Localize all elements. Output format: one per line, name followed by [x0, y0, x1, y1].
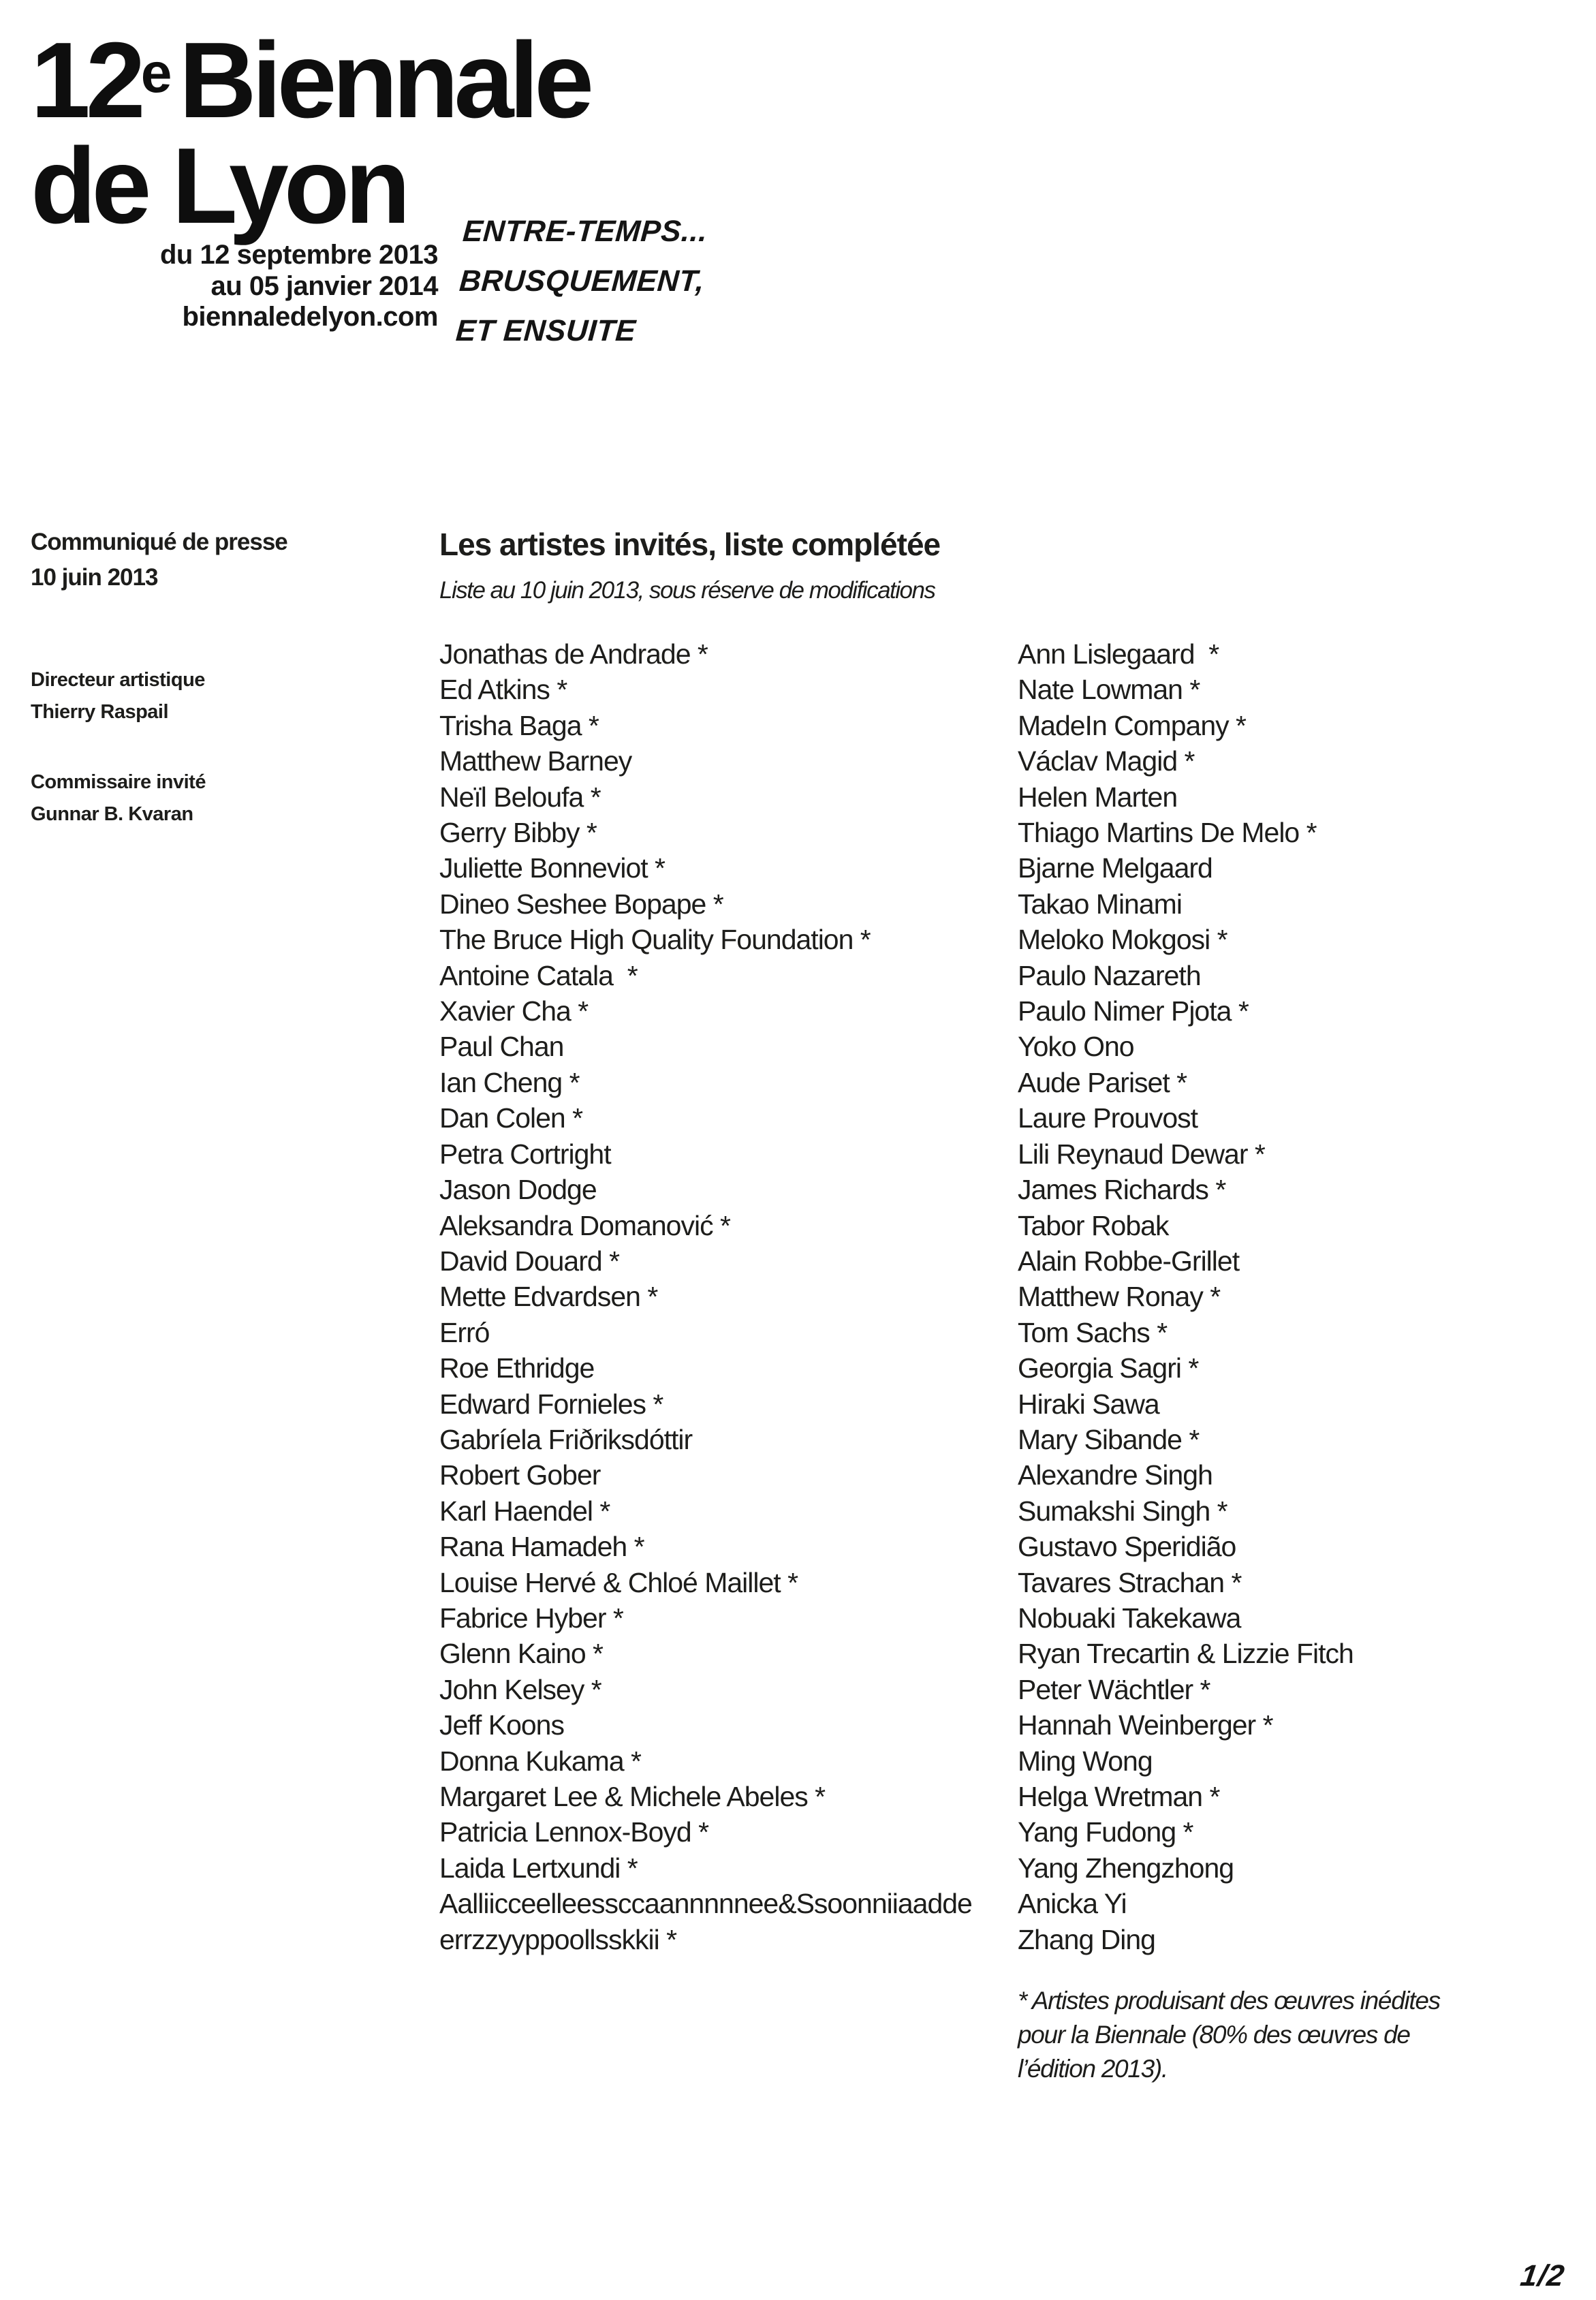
logo-exponent: e: [140, 42, 170, 104]
artist-name: Jeff Koons: [439, 1709, 564, 1741]
logo-line-2: de Lyon: [31, 125, 406, 246]
artist-name: Paulo Nimer Pjota *: [1018, 995, 1249, 1027]
artist-column-2: [1018, 636, 1590, 1957]
artist-name: Meloko Mokgosi *: [1018, 924, 1227, 956]
artist-name: Paul Chan: [439, 1031, 564, 1063]
artist-name: Ian Cheng *: [439, 1066, 580, 1098]
artist-name: Trisha Baga *: [439, 709, 599, 741]
artist-name: Gerry Bibby *: [439, 817, 597, 849]
event-date-line: du 12 septembre 2013: [160, 240, 438, 270]
event-date-line: biennaledelyon.com: [182, 302, 438, 332]
artist-name: Dan Colen *: [439, 1102, 583, 1134]
artist-name: Yoko Ono: [1018, 1031, 1134, 1063]
artist-name: Louise Hervé & Chloé Maillet *: [439, 1566, 798, 1598]
artist-name: Nate Lowman *: [1018, 674, 1200, 706]
artist-name: Lili Reynaud Dewar *: [1018, 1138, 1265, 1170]
artist-name: Thiago Martins De Melo *: [1018, 817, 1317, 849]
artist-name: Alain Robbe-Grillet: [1018, 1245, 1240, 1277]
artist-name: Peter Wächtler *: [1018, 1673, 1210, 1705]
artist-name: Aleksandra Domanović *: [439, 1209, 730, 1241]
artist-name: Helen Marten: [1018, 781, 1178, 813]
artist-name: Juliette Bonneviot *: [439, 852, 666, 884]
artist-name: Edward Fornieles *: [439, 1388, 663, 1420]
artist-name: Petra Cortright: [439, 1138, 611, 1170]
artist-name: Laida Lertxundi *: [439, 1852, 638, 1884]
artist-name: Mary Sibande *: [1018, 1423, 1200, 1455]
artist-name: Tavares Strachan *: [1018, 1566, 1242, 1598]
artist-name: Nobuaki Takekawa: [1018, 1602, 1241, 1634]
artist-name: Ryan Trecartin & Lizzie Fitch: [1018, 1638, 1354, 1670]
role-name: Thierry Raspail: [31, 701, 169, 723]
artist-name: John Kelsey *: [439, 1673, 601, 1705]
artist-name: James Richards *: [1018, 1174, 1226, 1206]
artist-name: Xavier Cha *: [439, 995, 589, 1027]
event-date-line: au 05 janvier 2014: [210, 270, 438, 301]
tagline-line: ENTRE-TEMPS...: [461, 215, 709, 248]
artist-name: Rana Hamadeh *: [439, 1531, 644, 1563]
artist-name: Antoine Catala *: [439, 959, 638, 991]
press-release-date: 10 juin 2013: [31, 564, 158, 591]
role-name: Gunnar B. Kvaran: [31, 803, 193, 825]
artist-name: Aalliicceelleessccaannnnnee&Ssoonniiaadde: [439, 1888, 972, 1920]
artist-name: Robert Gober: [439, 1459, 601, 1491]
artist-name: Jonathas de Andrade *: [439, 638, 708, 670]
artist-name: Tabor Robak: [1018, 1209, 1169, 1241]
artist-name: Karl Haendel *: [439, 1495, 610, 1527]
artist-name: Hannah Weinberger *: [1018, 1709, 1273, 1741]
tagline-line: ET ENSUITE: [454, 314, 638, 347]
guest-curator-block: [31, 766, 206, 830]
artist-name: Tom Sachs *: [1018, 1316, 1168, 1348]
artist-column-1: [439, 636, 1012, 1957]
artist-name: Ann Lislegaard *: [1018, 638, 1219, 670]
artist-name: Roe Ethridge: [439, 1352, 595, 1384]
artist-name: Sumakshi Singh *: [1018, 1495, 1227, 1527]
event-dates: [31, 240, 438, 333]
artist-name: Yang Zhengzhong: [1018, 1852, 1234, 1884]
logo-word: Biennale: [178, 20, 590, 140]
role-title: Directeur artistique: [31, 669, 205, 691]
artist-name: Bjarne Melgaard: [1018, 852, 1212, 884]
artist-name: Jason Dodge: [439, 1174, 597, 1206]
artist-name: Takao Minami: [1018, 888, 1182, 920]
logo-number: 12: [31, 20, 141, 140]
artist-name: Yang Fudong *: [1018, 1816, 1193, 1848]
artist-name: Patricia Lennox-Boyd *: [439, 1816, 709, 1848]
artist-name: Georgia Sagri *: [1018, 1352, 1199, 1384]
tagline-line: BRUSQUEMENT,: [458, 264, 706, 298]
artist-name: errzzyyppoollsskkii *: [439, 1923, 677, 1955]
artist-name: Mette Edvardsen *: [439, 1281, 658, 1313]
artist-name: Ed Atkins *: [439, 674, 567, 706]
artist-name: Helga Wretman *: [1018, 1781, 1220, 1812]
artist-name: Aude Pariset *: [1018, 1066, 1187, 1098]
artist-name: The Bruce High Quality Foundation *: [439, 924, 871, 956]
asterisk-footnote: [1018, 1984, 1495, 2086]
page-number: 1/2: [1518, 2259, 1567, 2293]
exhibition-tagline: [454, 206, 710, 356]
artist-name: Gustavo Speridião: [1018, 1531, 1236, 1563]
artist-name: MadeIn Company *: [1018, 709, 1246, 741]
artist-name: Erró: [439, 1316, 490, 1348]
artist-list-subtitle: Liste au 10 juin 2013, sous réserve de modifications: [439, 577, 935, 604]
artist-name: Gabríela Friðriksdóttir: [439, 1423, 693, 1455]
artist-name: Ming Wong: [1018, 1745, 1153, 1777]
artist-name: Paulo Nazareth: [1018, 959, 1201, 991]
artist-name: David Douard *: [439, 1245, 620, 1277]
artist-name: Neïl Beloufa *: [439, 781, 601, 813]
artist-name: Margaret Lee & Michele Abeles *: [439, 1781, 826, 1812]
press-release-line1: Communiqué de presse: [31, 529, 287, 555]
artist-list-title: Les artistes invités, liste complétée: [439, 527, 941, 562]
artistic-director-block: [31, 664, 205, 728]
artist-name: Alexandre Singh: [1018, 1459, 1212, 1491]
artist-name: Anicka Yi: [1018, 1888, 1127, 1920]
artist-name: Glenn Kaino *: [439, 1638, 604, 1670]
logo-line-1: [31, 20, 590, 140]
footnote-line: * Artistes produisant des œuvres inédites: [1018, 1987, 1440, 2015]
artist-name: Zhang Ding: [1018, 1923, 1155, 1955]
artist-name: Fabrice Hyber *: [439, 1602, 623, 1634]
artist-name: Dineo Seshee Bopape *: [439, 888, 723, 920]
artist-name: Matthew Barney: [439, 745, 632, 777]
artist-name: Donna Kukama *: [439, 1745, 641, 1777]
press-release-label: [31, 525, 287, 595]
footnote-line: pour la Biennale (80% des œuvres de: [1018, 2021, 1410, 2049]
artist-name: Laure Prouvost: [1018, 1102, 1198, 1134]
artist-name: Matthew Ronay *: [1018, 1281, 1221, 1313]
footnote-line: l’édition 2013).: [1018, 2055, 1168, 2083]
artist-name: Hiraki Sawa: [1018, 1388, 1159, 1420]
artist-name: Václav Magid *: [1018, 745, 1195, 777]
role-title: Commissaire invité: [31, 771, 206, 793]
